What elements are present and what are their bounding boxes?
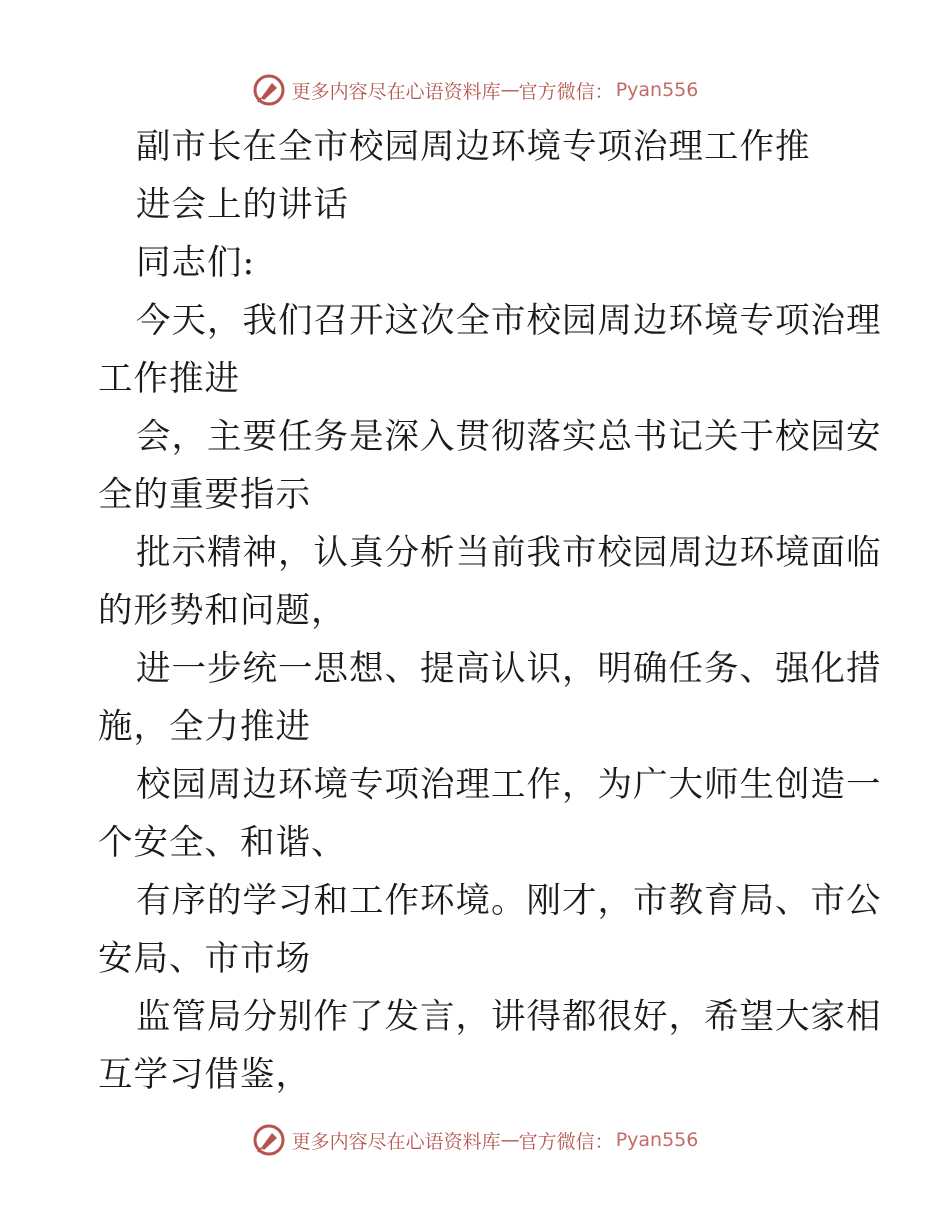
text-line: 同志们: (136, 243, 256, 283)
text-line: 互学习借鉴， (98, 1055, 311, 1095)
pen-nib-icon (252, 1123, 286, 1157)
wechat-id: Pyan556 (615, 1129, 699, 1151)
text-line: 施，全力推进 (98, 707, 311, 747)
banner-text: 更多内容尽在心语资料库 (291, 1130, 501, 1153)
text-line: 全的重要指示 (98, 475, 311, 515)
text-line: 会，主要任务是深入贯彻落实总书记关于校园安 (136, 417, 882, 457)
text-line: 批示精神，认真分析当前我市校园周边环境面临 (136, 533, 882, 573)
header-banner (0, 70, 950, 110)
text-line: 进一步统一思想、提高认识，明确任务、强化措 (136, 649, 882, 689)
banner-separator: — (500, 79, 519, 101)
text-line: 个安全、和谐、 (98, 823, 347, 863)
text-line: 安局、市市场 (98, 939, 311, 979)
text-line: 有序的学习和工作环境。刚才，市教育局、市公 (136, 881, 882, 921)
text-line: 的形势和问题， (98, 591, 347, 631)
wechat-id: Pyan556 (615, 79, 699, 101)
wechat-label: 官方微信： (518, 1130, 614, 1153)
banner-separator: — (500, 1129, 519, 1151)
text-line: 校园周边环境专项治理工作，为广大师生创造一 (136, 765, 882, 805)
text-line: 工作推进 (98, 359, 240, 399)
document-body (98, 118, 882, 1104)
pen-nib-icon (252, 73, 286, 107)
banner-text: 更多内容尽在心语资料库 (291, 80, 501, 103)
text-line: 今天，我们召开这次全市校园周边环境专项治理 (136, 301, 882, 341)
wechat-label: 官方微信： (518, 80, 614, 103)
text-line: 副市长在全市校园周边环境专项治理工作推 (136, 127, 811, 167)
text-line: 监管局分别作了发言，讲得都很好，希望大家相 (136, 997, 882, 1037)
footer-banner (0, 1120, 950, 1160)
text-line: 进会上的讲话 (136, 185, 349, 225)
